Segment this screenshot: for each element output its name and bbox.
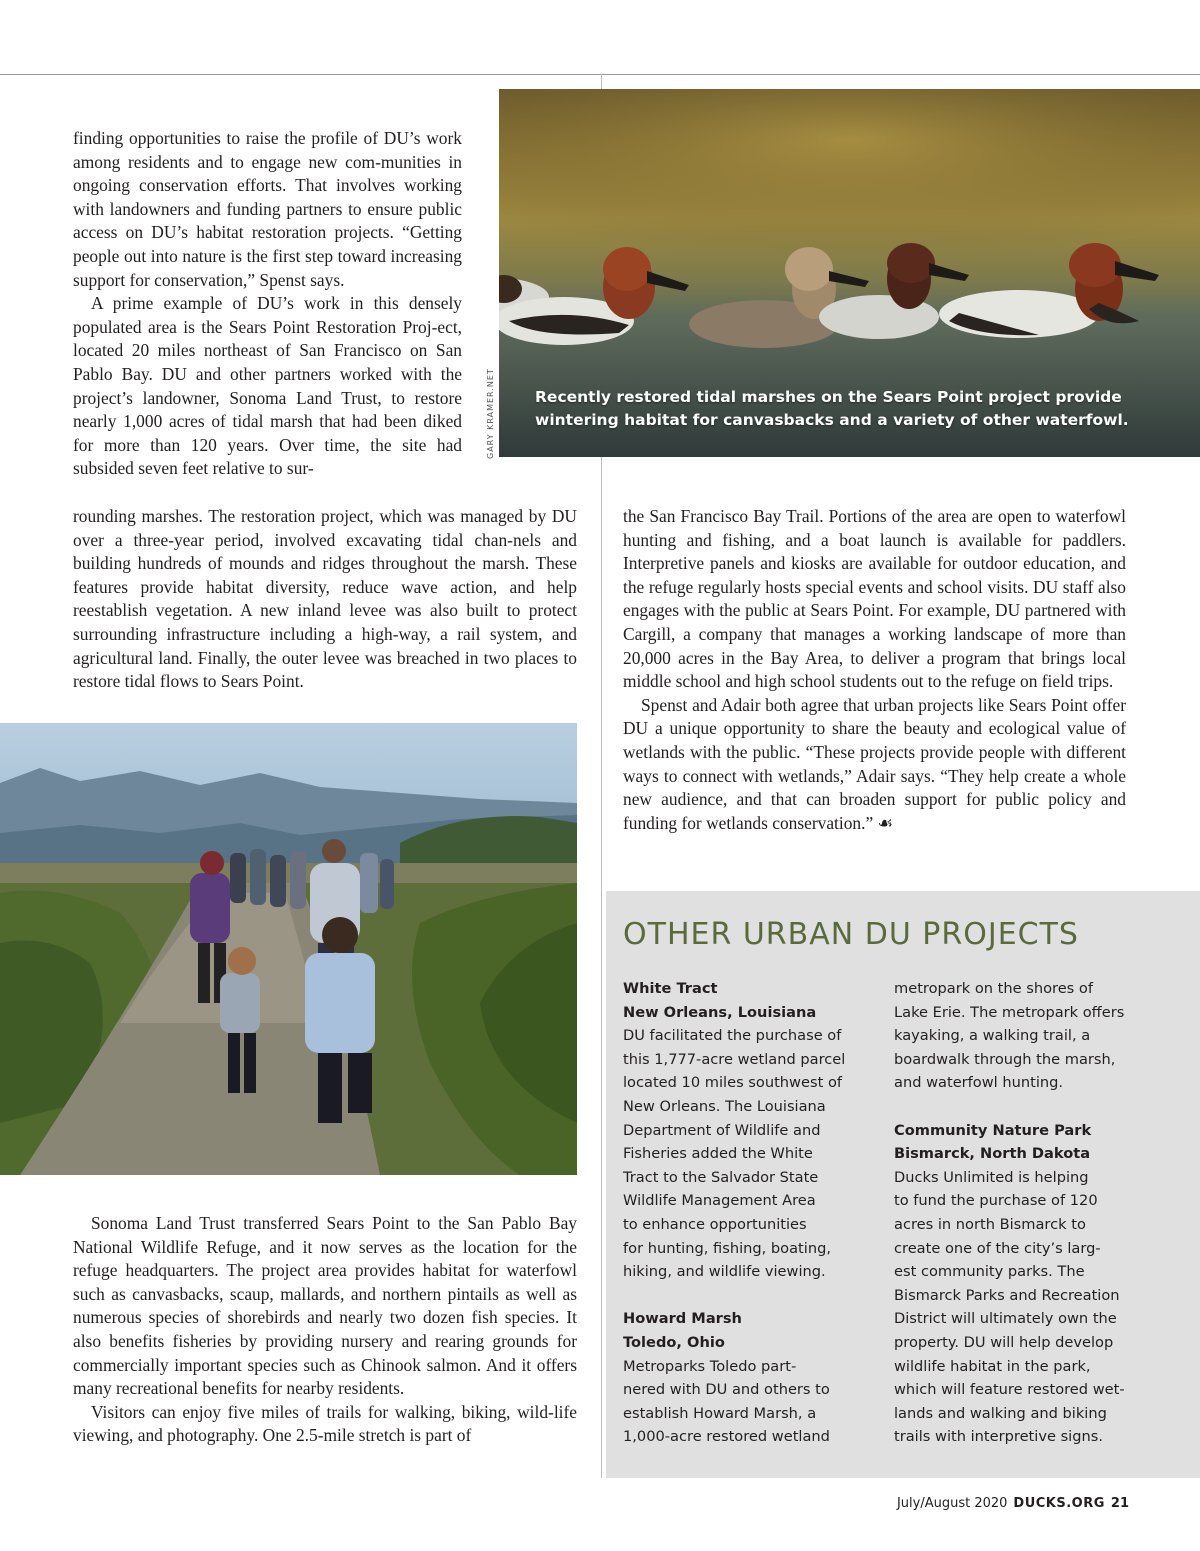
project-description-line: District will ultimately own the: [894, 1310, 1117, 1328]
spacer: [623, 1284, 855, 1308]
project-description-line: Metroparks Toledo part-: [623, 1357, 797, 1375]
project-description-line: trails with interpretive signs.: [894, 1428, 1103, 1446]
other-projects-sidebar: [606, 891, 1200, 1478]
site-name: DUCKS.ORG: [1013, 1496, 1105, 1511]
project-description-line: lands and walking and biking: [894, 1404, 1107, 1422]
article-column-2: [623, 505, 1126, 835]
spacer: [894, 1095, 1126, 1119]
project-description-line: New Orleans. The Louisiana: [623, 1097, 826, 1115]
article-column-1-middle: [73, 505, 577, 694]
project-description-line: wildlife habitat in the park,: [894, 1357, 1091, 1375]
project-description-line: this 1,777-acre wetland parcel: [623, 1050, 846, 1068]
article-paragraph: [623, 694, 1126, 836]
end-mark-icon: ☙: [877, 812, 894, 833]
project-description-line: and waterfowl hunting.: [894, 1074, 1064, 1092]
project-description-line: 1,000-acre restored wetland: [623, 1428, 830, 1446]
canvasback-ducks-photo: [499, 89, 1200, 457]
hikers-illustration: [0, 723, 577, 1175]
project-description-line: est community parks. The: [894, 1263, 1085, 1281]
project-description-line: kayaking, a walking trail, a: [894, 1027, 1091, 1045]
project-description-line: for hunting, fishing, boating,: [623, 1239, 831, 1257]
article-paragraph: A prime example of DU’s work in this densely populated area is the Sears Point Restoration Proj-ect, located 20 miles northeast of San Francisco on San Pablo Bay. DU and other partners worked with the project’s landowner, Sonoma Land Trust, to restore nearly 1,000 acres of tidal marsh that had been diked for more than 120 years. Over time, the site had subsided seven feet relative to sur-: [73, 293, 462, 479]
project-location: New Orleans, Louisiana: [623, 1003, 817, 1021]
project-location: Toledo, Ohio: [623, 1333, 725, 1351]
sidebar-title: OTHER URBAN DU PROJECTS: [623, 917, 1079, 952]
page-footer: [897, 1496, 1129, 1511]
hikers-trail-photo: [0, 723, 577, 1175]
project-description-line: Lake Erie. The metropark offers: [894, 1003, 1125, 1021]
project-description-line: Ducks Unlimited is helping: [894, 1168, 1089, 1186]
article-column-1-bottom: [73, 1212, 577, 1448]
page-number: 21: [1110, 1496, 1129, 1511]
article-paragraph: Visitors can enjoy five miles of trails for walking, biking, wild-life viewing, and photography. One 2.5-mile stretch is part of: [73, 1401, 577, 1446]
project-description-line: Bismarck Parks and Recreation: [894, 1286, 1120, 1304]
project-description-line: to fund the purchase of 120: [894, 1192, 1098, 1210]
article-column-1-top: [73, 127, 462, 481]
article-paragraph-text: Spenst and Adair both agree that urban projects like Sears Point offer DU a unique opportunity to share the beauty and ecological value of wetlands with the public. “These projects provide people with different ways to connect with wetlands,” Adair says. “They help create a whole new audience, and that can broaden support for public policy and funding for wetlands conservation.”: [623, 694, 1126, 833]
project-description-line: hiking, and wildlife viewing.: [623, 1263, 826, 1281]
project-location: Bismarck, North Dakota: [894, 1145, 1091, 1163]
top-rule: [0, 74, 1200, 75]
project-description-line: metropark on the shores of: [894, 980, 1093, 997]
project-description-line: Wildlife Management Area: [623, 1192, 816, 1210]
project-description-line: which will feature restored wet-: [894, 1381, 1125, 1399]
project-description-line: to enhance opportunities: [623, 1215, 807, 1233]
issue-date: July/August 2020: [896, 1496, 1008, 1511]
project-description-line: nered with DU and others to: [623, 1381, 830, 1399]
project-name: White Tract: [623, 980, 718, 997]
project-name: Howard Marsh: [623, 1310, 742, 1328]
article-paragraph: the San Francisco Bay Trail. Portions of the area are open to waterfowl hunting and fishing, and a boat launch is available for paddlers. Interpretive panels and kiosks are available for outdoor education, and the refuge regularly hosts special events and school visits. DU staff also engages with the public at Sears Point. For example, DU partnered with Cargill, a company that manages a working landscape of more than 20,000 acres in the Bay Area, to deliver a program that brings local middle school and high school students out to the refuge on field trips.: [623, 506, 1126, 692]
project-description-line: located 10 miles southwest of: [623, 1074, 843, 1092]
article-paragraph: finding opportunities to raise the profile of DU’s work among residents and to engage new com-munities in ongoing conservation efforts. That involves working with landowners and funding partners to ensure public access on DU’s habitat restoration projects. “Getting people out into nature is the first step toward increasing support for conservation,” Spenst says.: [73, 128, 462, 290]
project-description-line: Fisheries added the White: [623, 1145, 813, 1163]
photo-caption: Recently restored tidal marshes on the Sears Point project provide wintering habitat for canvasbacks and a variety of other waterfowl.: [535, 388, 1129, 429]
project-description-line: DU facilitated the purchase of: [623, 1027, 842, 1045]
project-name: Community Nature Park: [894, 1121, 1092, 1139]
project-description-line: boardwalk through the marsh,: [894, 1050, 1116, 1068]
project-description-line: create one of the city’s larg-: [894, 1239, 1101, 1257]
project-description-line: acres in north Bismarck to: [894, 1215, 1086, 1233]
project-description-line: Tract to the Salvador State: [623, 1168, 819, 1186]
sidebar-column-2: [894, 977, 1126, 1449]
article-paragraph: Sonoma Land Trust transferred Sears Point to the San Pablo Bay National Wildlife Refuge, and it now serves as the location for the refuge headquarters. The project area provides habitat for waterfowl such as canvasbacks, scaup, mallards, and northern pintails as well as numerous species of shorebirds and nearly two dozen fish species. It also benefits fisheries by providing nursery and rearing grounds for commercially important species such as Chinook salmon. And it offers many recreational benefits for nearby residents.: [73, 1213, 577, 1399]
project-description-line: establish Howard Marsh, a: [623, 1404, 817, 1422]
photo-credit: GARY KRAMER.NET: [486, 368, 495, 459]
article-paragraph: rounding marshes. The restoration project, which was managed by DU over a three-year period, involved excavating tidal chan-nels and building hundreds of mounds and ridges throughout the marsh. These features provide habitat diversity, reduce wave action, and help reestablish vegetation. A new inland levee was also built to protect surrounding infrastructure including a high-way, a rail system, and agricultural land. Finally, the outer levee was breached in two places to restore tidal flows to Sears Point.: [73, 506, 577, 692]
project-description-line: property. DU will help develop: [894, 1333, 1114, 1351]
project-description-line: Department of Wildlife and: [623, 1121, 821, 1139]
sidebar-column-1: [623, 977, 855, 1449]
